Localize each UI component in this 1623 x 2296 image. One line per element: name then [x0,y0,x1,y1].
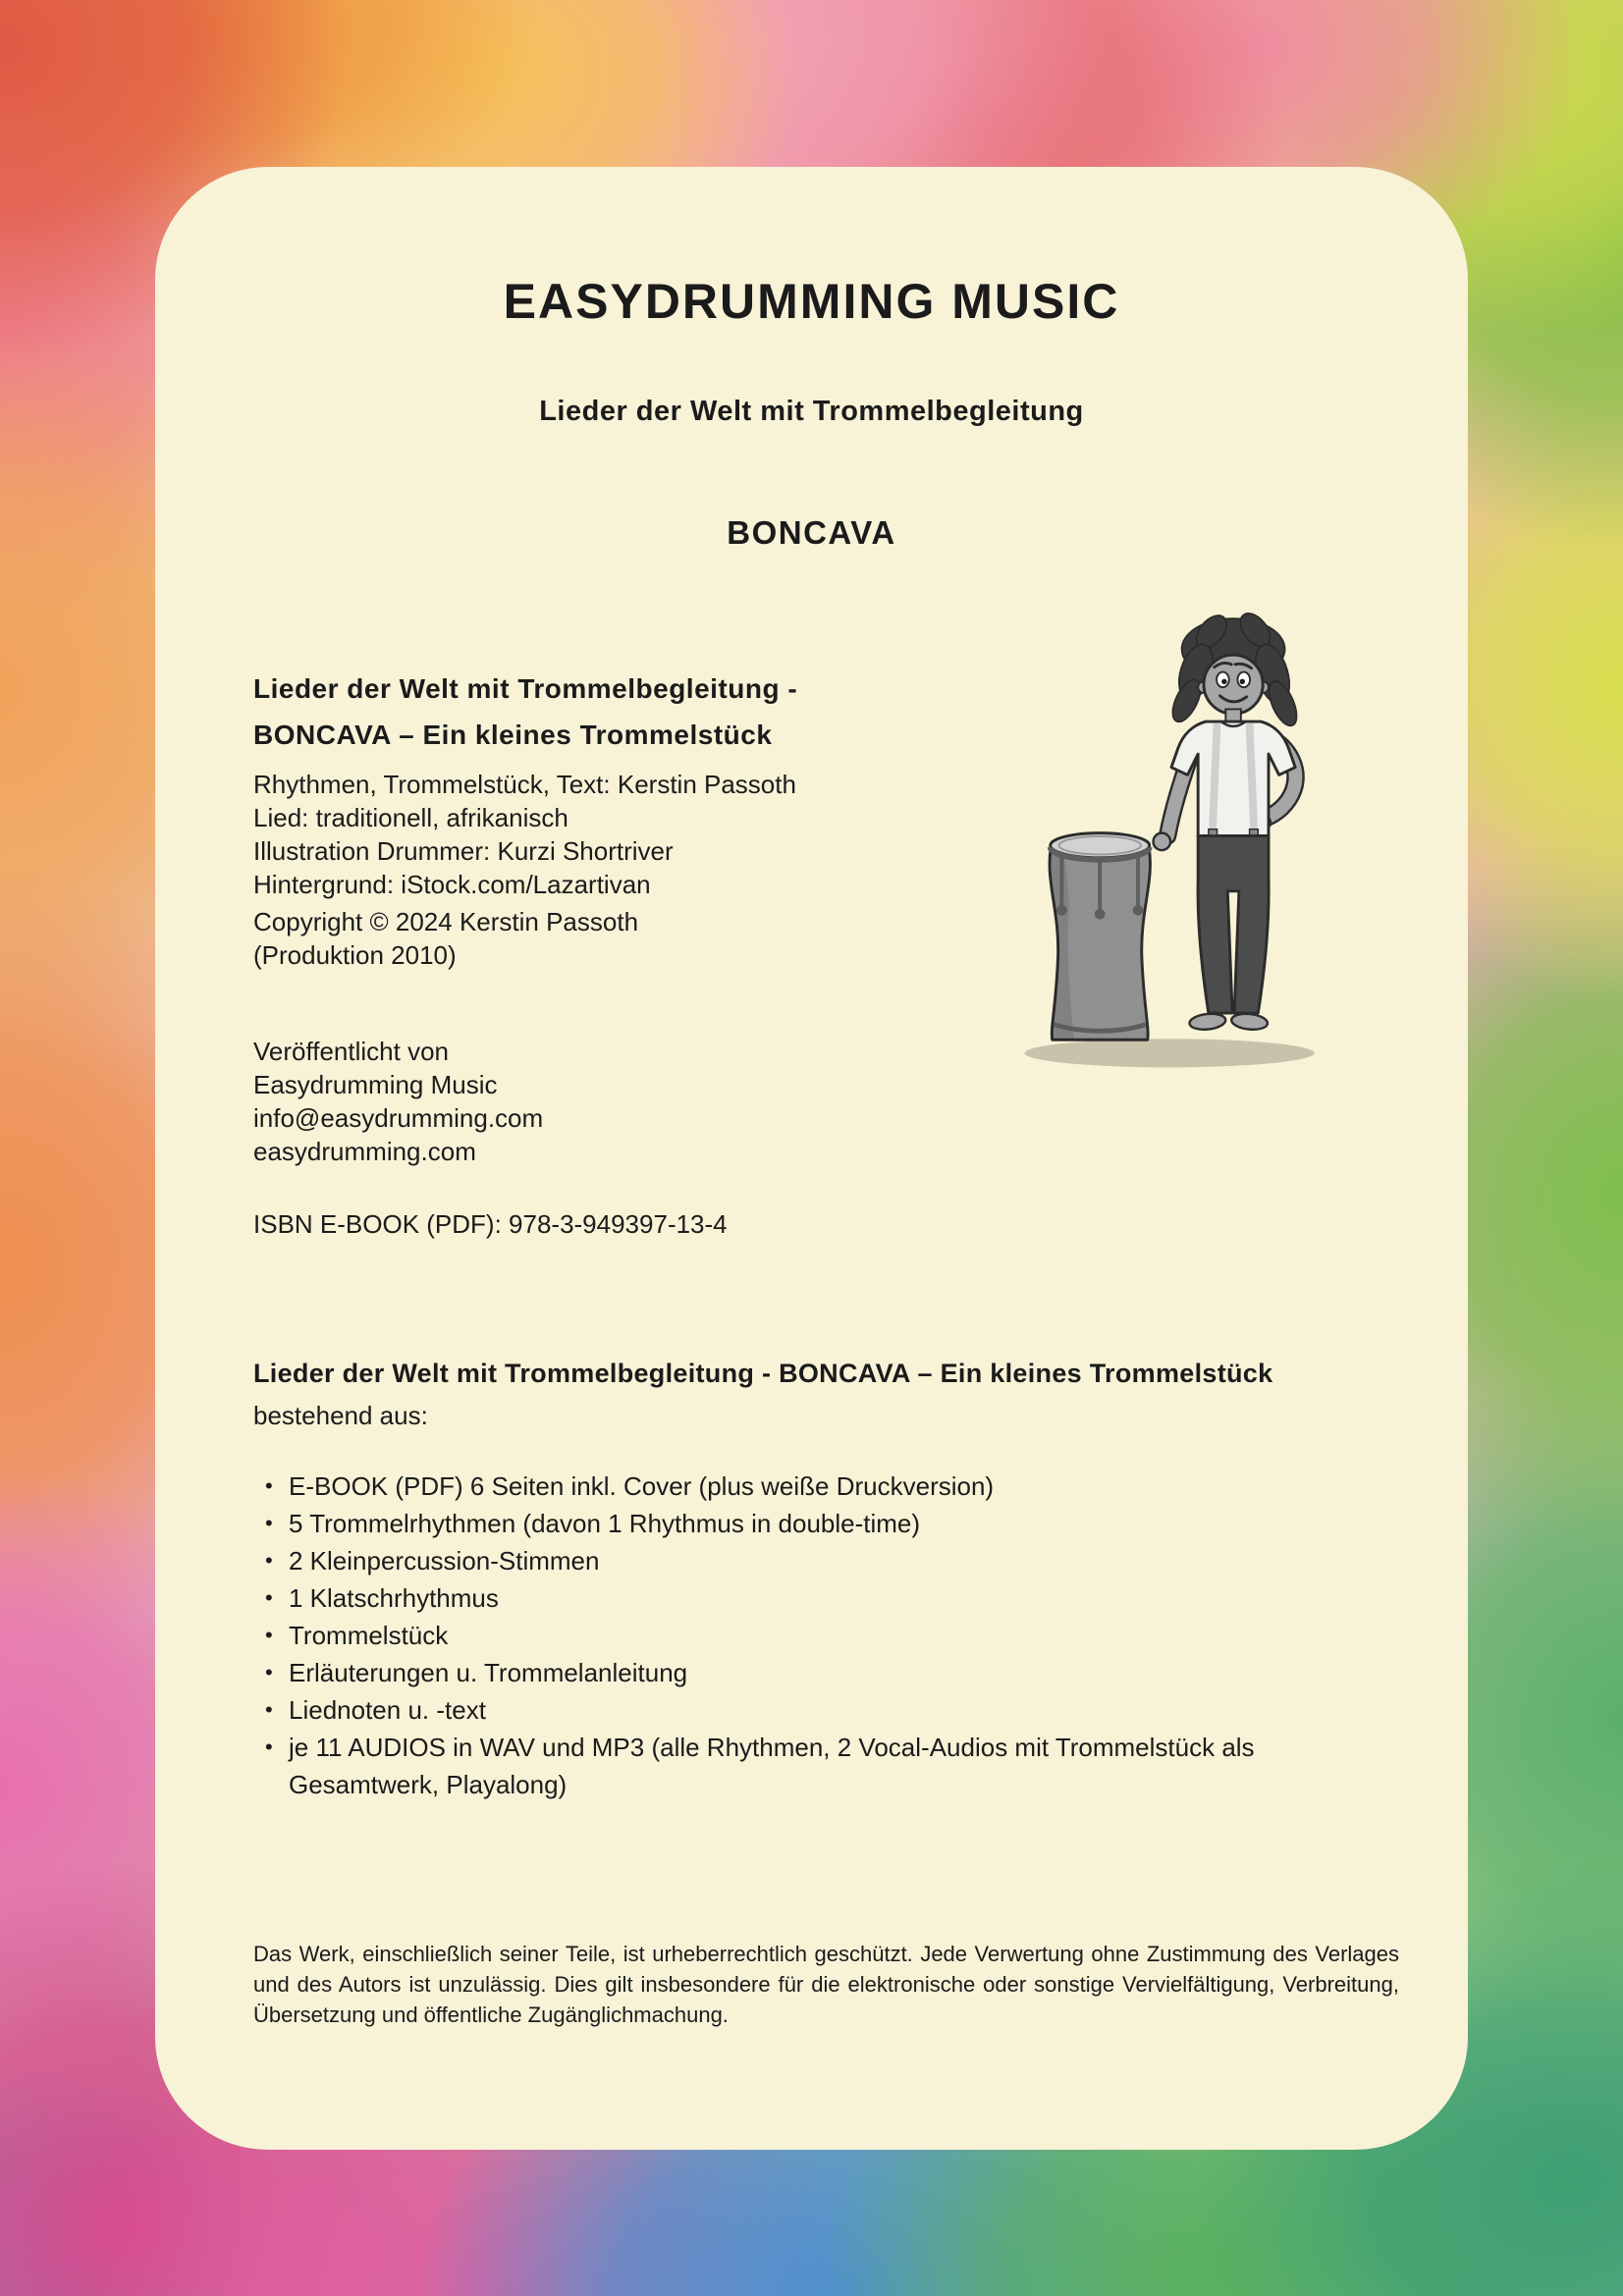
list-item [253,1579,1299,1617]
credits-heading-line-1: Lieder der Welt mit Trommelbegleitung - [253,673,798,704]
isbn-line: ISBN E-BOOK (PDF): 978-3-949397-13-4 [253,1209,728,1239]
bullet-icon: • [265,1585,273,1610]
list-item-text: E-BOOK (PDF) 6 Seiten inkl. Cover (plus weiße Druckversion) [289,1471,995,1501]
list-item-text: 5 Trommelrhythmen (davon 1 Rhythmus in double-time) [289,1509,921,1538]
contents-intro: bestehend aus: [253,1401,428,1430]
credit-line: Copyright © 2024 Kerstin Passoth [253,907,639,936]
drummer-conga-illustration [1009,594,1333,1080]
contents-block [253,1357,1397,1803]
credit-line: Hintergrund: iStock.com/Lazartivan [253,870,651,899]
list-item [253,1617,1299,1654]
list-item [253,1691,1299,1729]
list-item [253,1542,1299,1579]
bullet-icon: • [265,1697,273,1722]
bare-feet [1189,1012,1269,1031]
drummer-character [1154,608,1303,1031]
publisher-website[interactable]: easydrumming.com [253,1137,476,1166]
work-title: BONCAVA [727,514,896,551]
publisher-name: Easydrumming Music [253,1070,498,1099]
credit-line: Lied: traditionell, afrikanisch [253,803,568,832]
contents-heading: Lieder der Welt mit Trommelbegleitung - BONCAVA – Ein kleines Trommelstück [253,1359,1273,1388]
legal-notice: Das Werk, einschließlich seiner Teile, ist urheberrechtlich geschützt. Jede Verwertung ohne Zustimmung des Verlages und des Autors ist unzulässig. Dies gilt insbesondere für die elektronische oder sonstige Vervielfältigung, Verbreitung, Übersetzung und öffentliche Zugänglichmachung. [253,1942,1399,2027]
list-item-text: Trommelstück [289,1621,449,1650]
pants [1198,836,1269,1014]
ground-shadow [1025,1039,1315,1067]
credit-line: Rhythmen, Trommelstück, Text: Kerstin Passoth [253,770,796,799]
list-item [253,1729,1299,1803]
list-item [253,1468,1299,1505]
conga-drum [1050,833,1150,1041]
bullet-icon: • [265,1735,273,1759]
list-item [253,1654,1299,1691]
list-item [253,1505,1299,1542]
publisher-email[interactable]: info@easydrumming.com [253,1103,544,1133]
list-item-text: Liednoten u. -text [289,1695,486,1725]
bullet-icon: • [265,1548,273,1573]
series-subtitle: Lieder der Welt mit Trommelbegleitung [539,396,1084,427]
bullet-icon: • [265,1511,273,1535]
credit-line: Illustration Drummer: Kurzi Shortriver [253,836,674,866]
list-item-text: 1 Klatschrhythmus [289,1583,499,1613]
bullet-icon: • [265,1623,273,1647]
list-item-text: je 11 AUDIOS in WAV und MP3 (alle Rhythmen, 2 Vocal-Audios mit Trommelstück als Gesamtwerk, Playalong) [289,1733,1255,1799]
content-card [155,167,1468,2150]
face [1204,655,1263,714]
list-item-text: Erläuterungen u. Trommelanleitung [289,1658,688,1687]
credit-line: (Produktion 2010) [253,940,457,970]
publisher-intro: Veröffentlicht von [253,1037,449,1066]
credits-heading-line-2: BONCAVA – Ein kleines Trommelstück [253,720,773,750]
contents-list [253,1468,1299,1803]
list-item-text: 2 Kleinpercussion-Stimmen [289,1546,600,1575]
bullet-icon: • [265,1473,273,1498]
page-title: EASYDRUMMING MUSIC [503,274,1120,329]
bullet-icon: • [265,1660,273,1684]
